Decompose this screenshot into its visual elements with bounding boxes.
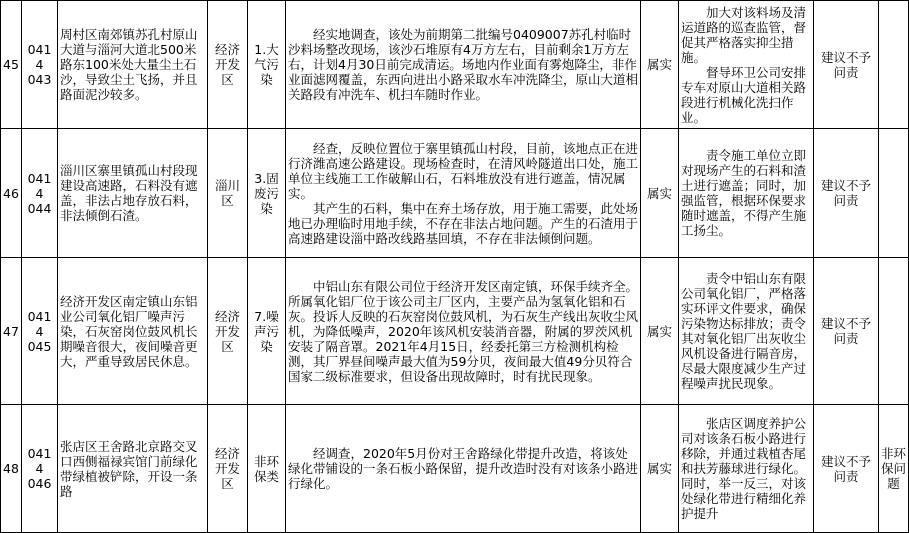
responsible-area: 经济开发区 [208, 1, 248, 129]
rectification-paragraph: 张店区调度养护公司对该条石板小路进行移除，并通过栽植杏尾和扶芳藤球进行绿化。同时，举一反三，对该处绿化带进行精细化养护提升 [681, 416, 807, 521]
table-row [1, 258, 909, 405]
responsible-area: 经济开发区 [208, 405, 248, 533]
responsible-area: 经济开发区 [208, 258, 248, 405]
table-row [1, 405, 909, 533]
rectification-paragraph: 加大对该料场及清运道路的巡查监管，督促其严格落实抑尘措施。 [681, 4, 807, 65]
case-code: 0414 046 [22, 405, 58, 533]
table-row [1, 1, 909, 129]
case-code: 0414 043 [22, 1, 58, 129]
detail-paragraph: 经查，反映位置位于寨里镇孤山村段，目前，该地点正在进行济潍高速公路建设。现场检查时，在清风岭隧道出口处，施工单位主线施工工作破解山石，石料堆放没有进行遮盖，情况属实。 [288, 140, 639, 201]
case-code: 0414 045 [22, 258, 58, 405]
remark [879, 129, 909, 258]
investigation-detail: 中铝山东有限公司位于经济开发区南定镇，环保手续齐全。所属氧化铝厂位于该公司主厂区内，主要产品为氢氧化铝和石灰。投诉人反映的石灰窑岗位鼓风机，为石灰生产线出灰收尘风机，为降低噪声，2020年该风机安装消音器，附属的罗茨风机安装了隔音罩。2021年4月15日，经委托第三方检测机构检测，其厂界昼间噪声最大值为59分贝，夜间最大值49分贝符合国家二级标准要求，但设备出现故障时，时有扰民现象。 [286, 258, 641, 405]
rectification-measures [679, 405, 814, 533]
responsible-area: 淄川区 [208, 129, 248, 258]
investigation-detail [286, 129, 641, 258]
rectification-measures [679, 1, 814, 129]
truth-status: 属实 [641, 258, 679, 405]
accountability-result: 建议不予问责 [814, 258, 879, 405]
investigation-detail: 经实地调查，该处为前期第二批编号0409007苏孔村临时沙料场整改现场，该沙石堆原有4万方左右，目前剩余1万方左右，计划4月30日前完成清运。场地内作业面有雾炮降尘，非作业面滤网覆盖，东西向进出小路采取水车冲洗降尘，原山大道相关路段有冲洗车、机扫车随时作业。 [286, 1, 641, 129]
row-number: 46 [1, 129, 22, 258]
truth-status: 属实 [641, 1, 679, 129]
remark [879, 1, 909, 129]
rectification-paragraph: 责令中铝山东有限公司氧化铝厂，严格落实环评文件要求，确保污染物达标排放；责令其对氧化铝厂出灰收尘风机设备进行隔音房，尽最大限度减少生产过程噪声扰民现象。 [681, 271, 807, 391]
complaint-location: 周村区南郊镇苏孔村原山大道与淄河大道北500米路东100米处大量尘土石沙，导致尘土飞扬，并且路面泥沙较多。 [58, 1, 208, 129]
row-number: 45 [1, 1, 22, 129]
truth-status: 属实 [641, 129, 679, 258]
accountability-result: 建议不予问责 [814, 405, 879, 533]
remark [879, 258, 909, 405]
pollution-type: 非环保类 [248, 405, 286, 533]
rectification-measures [679, 129, 814, 258]
detail-paragraph: 其产生的石料，集中在弃土场存放，用于施工需要，此处场地已办理临时用地手续，不存在非法占地问题。产生的石渣用于高速路建设淄中路改线路基回填，不存在非法倾倒问题。 [288, 200, 639, 246]
rectification-paragraph: 督导环卫公司安排专车对原山大道相关路段进行机械化洗扫作业。 [681, 64, 807, 125]
pollution-type: 7.噪声污染 [248, 258, 286, 405]
investigation-detail: 经调查，2020年5月份对王舍路绿化带提升改造，将该处绿化带铺设的一条石板小路保留，提升改造时没有对该条小路进行绿化。 [286, 405, 641, 533]
rectification-measures [679, 258, 814, 405]
pollution-type: 1.大气污染 [248, 1, 286, 129]
rectification-paragraph: 责令施工单位立即对现场产生的石料和渣土进行遮盖；同时，加强监管，根据环保要求随时遮盖，不得产生施工扬尘。 [681, 148, 807, 238]
case-code: 0414 044 [22, 129, 58, 258]
complaint-location: 张店区王舍路北京路交叉口西侧福禄宾馆门前绿化带绿植被铲除，开设一条路 [58, 405, 208, 533]
complaint-location: 淄川区寨里镇孤山村段现建设高速路，石料没有遮盖，非法占地存放石料，非法倾倒石渣。 [58, 129, 208, 258]
complaint-location: 经济开发区南定镇山东铝业公司氧化铝厂噪声污染，石灰窑岗位鼓风机长期噪音很大，夜间噪音更大，严重导致居民休息。 [58, 258, 208, 405]
remark: 非环保问题 [879, 405, 909, 533]
pollution-type: 3.固废污染 [248, 129, 286, 258]
accountability-result: 建议不予问责 [814, 129, 879, 258]
truth-status: 属实 [641, 405, 679, 533]
table-row [1, 129, 909, 258]
accountability-result: 建议不予问责 [814, 1, 879, 129]
row-number: 48 [1, 405, 22, 533]
row-number: 47 [1, 258, 22, 405]
